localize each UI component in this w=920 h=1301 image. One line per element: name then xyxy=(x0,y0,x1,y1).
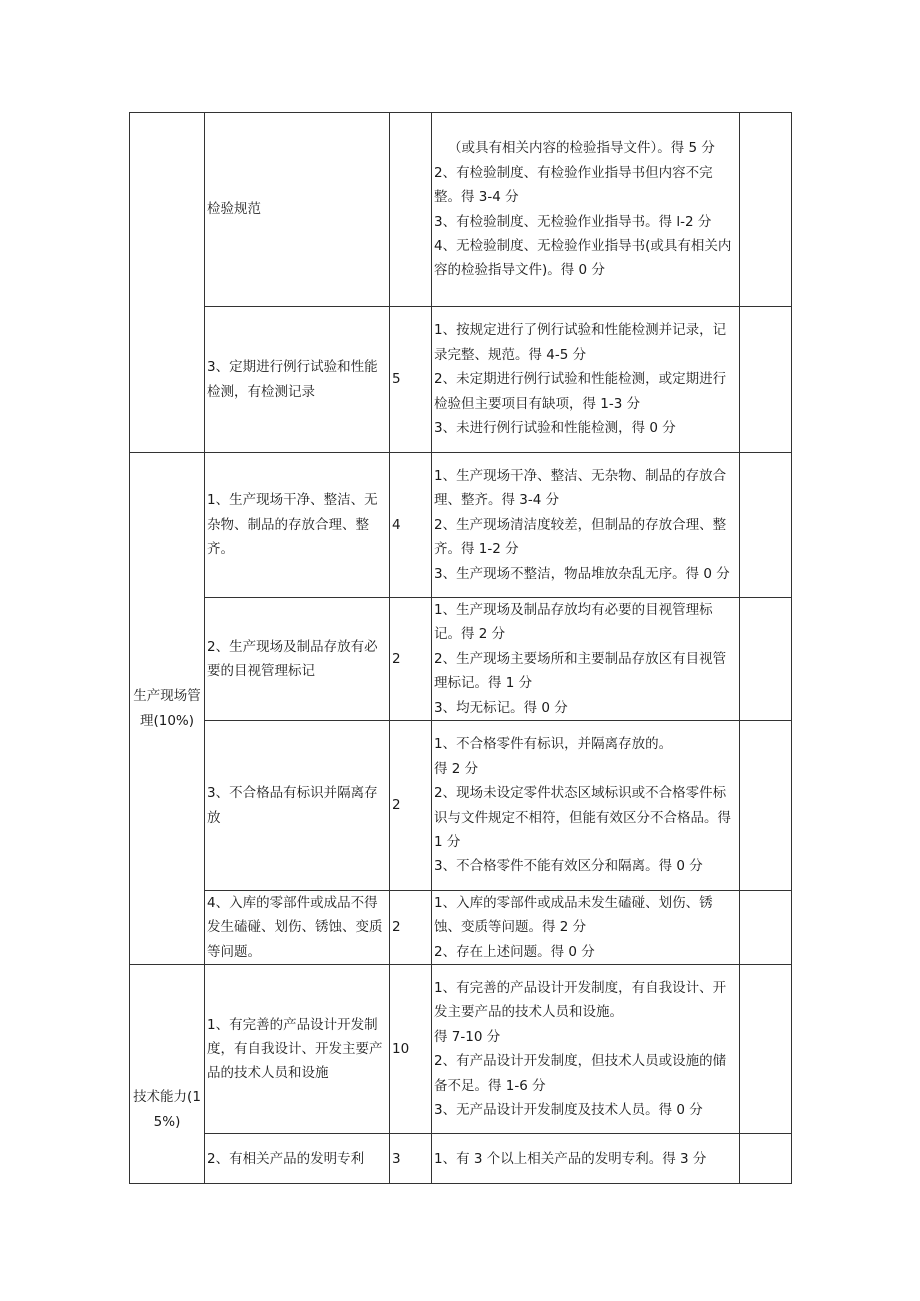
criteria-line: 2、有产品设计开发制度，但技术人员或设施的储备不足。得 1-6 分 xyxy=(434,1053,727,1094)
table-row xyxy=(130,1134,792,1184)
item-cell: 1、生产现场干净、整洁、无杂物、制品的存放合理、整齐。 xyxy=(205,453,390,598)
criteria-line: 1、不合格零件有标识，并隔离存放的。 xyxy=(434,736,673,753)
score-cell xyxy=(390,113,432,307)
item-cell: 3、不合格品有标识并隔离存放 xyxy=(205,721,390,891)
remark-cell xyxy=(740,965,792,1134)
criteria-line: 3、未进行例行试验和性能检测，得 0 分 xyxy=(434,420,676,437)
criteria-line: 1、按规定进行了例行试验和性能检测并记录，记录完整、规范。得 4-5 分 xyxy=(434,322,727,363)
criteria-cell xyxy=(432,965,740,1134)
item-cell: 3、定期进行例行试验和性能检测，有检测记录 xyxy=(205,307,390,453)
remark-cell xyxy=(740,721,792,891)
item-cell: 2、生产现场及制品存放有必要的目视管理标记 xyxy=(205,598,390,721)
criteria-line: 2、现场未设定零件状态区域标识或不合格零件标识与文件规定不相符，但能有效区分不合格品。得 1 分 xyxy=(434,785,731,850)
remark-cell xyxy=(740,307,792,453)
score-cell: 5 xyxy=(390,307,432,453)
criteria-line: 1、生产现场干净、整洁、无杂物、制品的存放合理、整齐。得 3-4 分 xyxy=(434,467,727,509)
item-cell: 2、有相关产品的发明专利 xyxy=(205,1134,390,1184)
criteria-line: 1、入库的零部件或成品未发生磕碰、划伤、锈蚀、变质等问题。得 2 分 xyxy=(434,895,713,936)
criteria-line: 3、生产现场不整洁，物品堆放杂乱无序。得 0 分 xyxy=(434,565,730,582)
criteria-line: 2、未定期进行例行试验和性能检测，或定期进行检验但主要项目有缺项，得 1-3 分 xyxy=(434,371,727,412)
remark-cell xyxy=(740,598,792,721)
item-cell: 1、有完善的产品设计开发制度，有自我设计、开发主要产品的技术人员和设施 xyxy=(205,965,390,1134)
criteria-line: 3、有检验制度、无检验作业指导书。得 l-2 分 xyxy=(434,213,712,230)
category-cell: 技术能力(15%) xyxy=(130,965,205,1184)
table-row xyxy=(130,721,792,891)
criteria-line: 3、无产品设计开发制度及技术人员。得 0 分 xyxy=(434,1102,703,1119)
criteria-line: 2、存在上述问题。得 0 分 xyxy=(434,943,595,960)
criteria-cell xyxy=(432,891,740,965)
table-row xyxy=(130,598,792,721)
table-row xyxy=(130,453,792,598)
remark-cell xyxy=(740,1134,792,1184)
category-cell: 生产现场管理(10%) xyxy=(130,453,205,965)
evaluation-table xyxy=(129,112,792,1184)
criteria-line: 4、无检验制度、无检验作业指导书(或具有相关内容的检验指导文件)。得 0 分 xyxy=(434,237,732,279)
criteria-line: 1、有 3 个以上相关产品的发明专利。得 3 分 xyxy=(434,1150,707,1167)
table-row xyxy=(130,307,792,453)
criteria-line: 得 7-10 分 xyxy=(434,1028,501,1045)
criteria-cell xyxy=(432,1134,740,1184)
remark-cell xyxy=(740,891,792,965)
criteria-cell xyxy=(432,721,740,891)
criteria-line: 2、生产现场清洁度较差，但制品的存放合理、整齐。得 1-2 分 xyxy=(434,516,727,558)
score-cell: 4 xyxy=(390,453,432,598)
criteria-cell xyxy=(432,307,740,453)
score-cell: 2 xyxy=(390,891,432,965)
item-cell: 4、入库的零部件或成品不得发生磕碰、划伤、锈蚀、变质等问题。 xyxy=(205,891,390,965)
criteria-line: 2、生产现场主要场所和主要制品存放区有目视管理标记。得 1 分 xyxy=(434,650,727,692)
criteria-line: 1、有完善的产品设计开发制度，有自我设计、开发主要产品的技术人员和设施。 xyxy=(434,980,727,1021)
table-row xyxy=(130,891,792,965)
criteria-line: 2、有检验制度、有检验作业指导书但内容不完整。得 3-4 分 xyxy=(434,164,713,206)
criteria-line: 3、均无标记。得 0 分 xyxy=(434,699,568,716)
score-cell: 3 xyxy=(390,1134,432,1184)
score-cell: 10 xyxy=(390,965,432,1134)
table-row xyxy=(130,965,792,1134)
category-cell xyxy=(130,113,205,453)
table-row xyxy=(130,113,792,307)
remark-cell xyxy=(740,453,792,598)
criteria-line: （或具有相关内容的检验指导文件）。得 5 分 xyxy=(448,140,715,157)
criteria-line: 3、不合格零件不能有效区分和隔离。得 0 分 xyxy=(434,858,703,875)
item-cell: 检验规范 xyxy=(205,113,390,307)
criteria-cell xyxy=(432,453,740,598)
criteria-cell xyxy=(432,113,740,307)
criteria-line: 1、生产现场及制品存放均有必要的目视管理标记。得 2 分 xyxy=(434,602,713,643)
score-cell: 2 xyxy=(390,721,432,891)
remark-cell xyxy=(740,113,792,307)
criteria-cell xyxy=(432,598,740,721)
criteria-line: 得 2 分 xyxy=(434,760,479,777)
score-cell: 2 xyxy=(390,598,432,721)
